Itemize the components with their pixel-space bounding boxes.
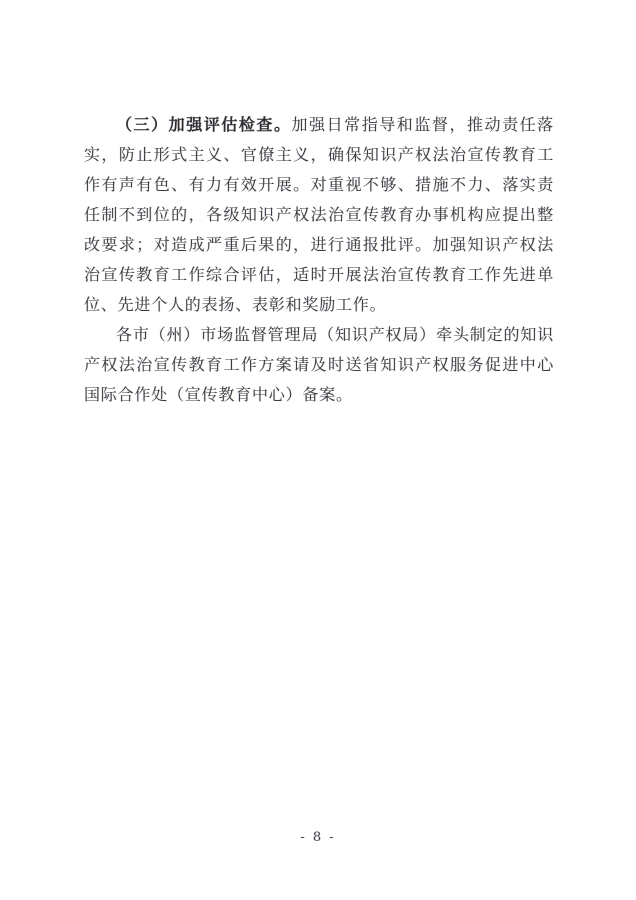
paragraph-lead: （三）加强评估检查。	[116, 115, 292, 134]
paragraph	[84, 320, 554, 410]
paragraph	[84, 110, 554, 320]
paragraph-text: 加强日常指导和监督，推动责任落实，防止形式主义、官僚主义，确保知识产权法治宣传教育工作有声有色、有力有效开展。对重视不够、措施不力、落实责任制不到位的，各级知识产权法治宣传教育办事机构应提出整改要求；对造成严重后果的，进行通报批评。加强知识产权法治宣传教育工作综合评估，适时开展法治宣传教育工作先进单位、先进个人的表扬、表彰和奖励工作。	[84, 115, 554, 314]
paragraph-text: 各市（州）市场监督管理局（知识产权局）牵头制定的知识产权法治宣传教育工作方案请及时送省知识产权服务促进中心国际合作处（宣传教育中心）备案。	[84, 325, 554, 404]
document-body	[84, 110, 554, 410]
page-number: - 8 -	[300, 830, 336, 845]
